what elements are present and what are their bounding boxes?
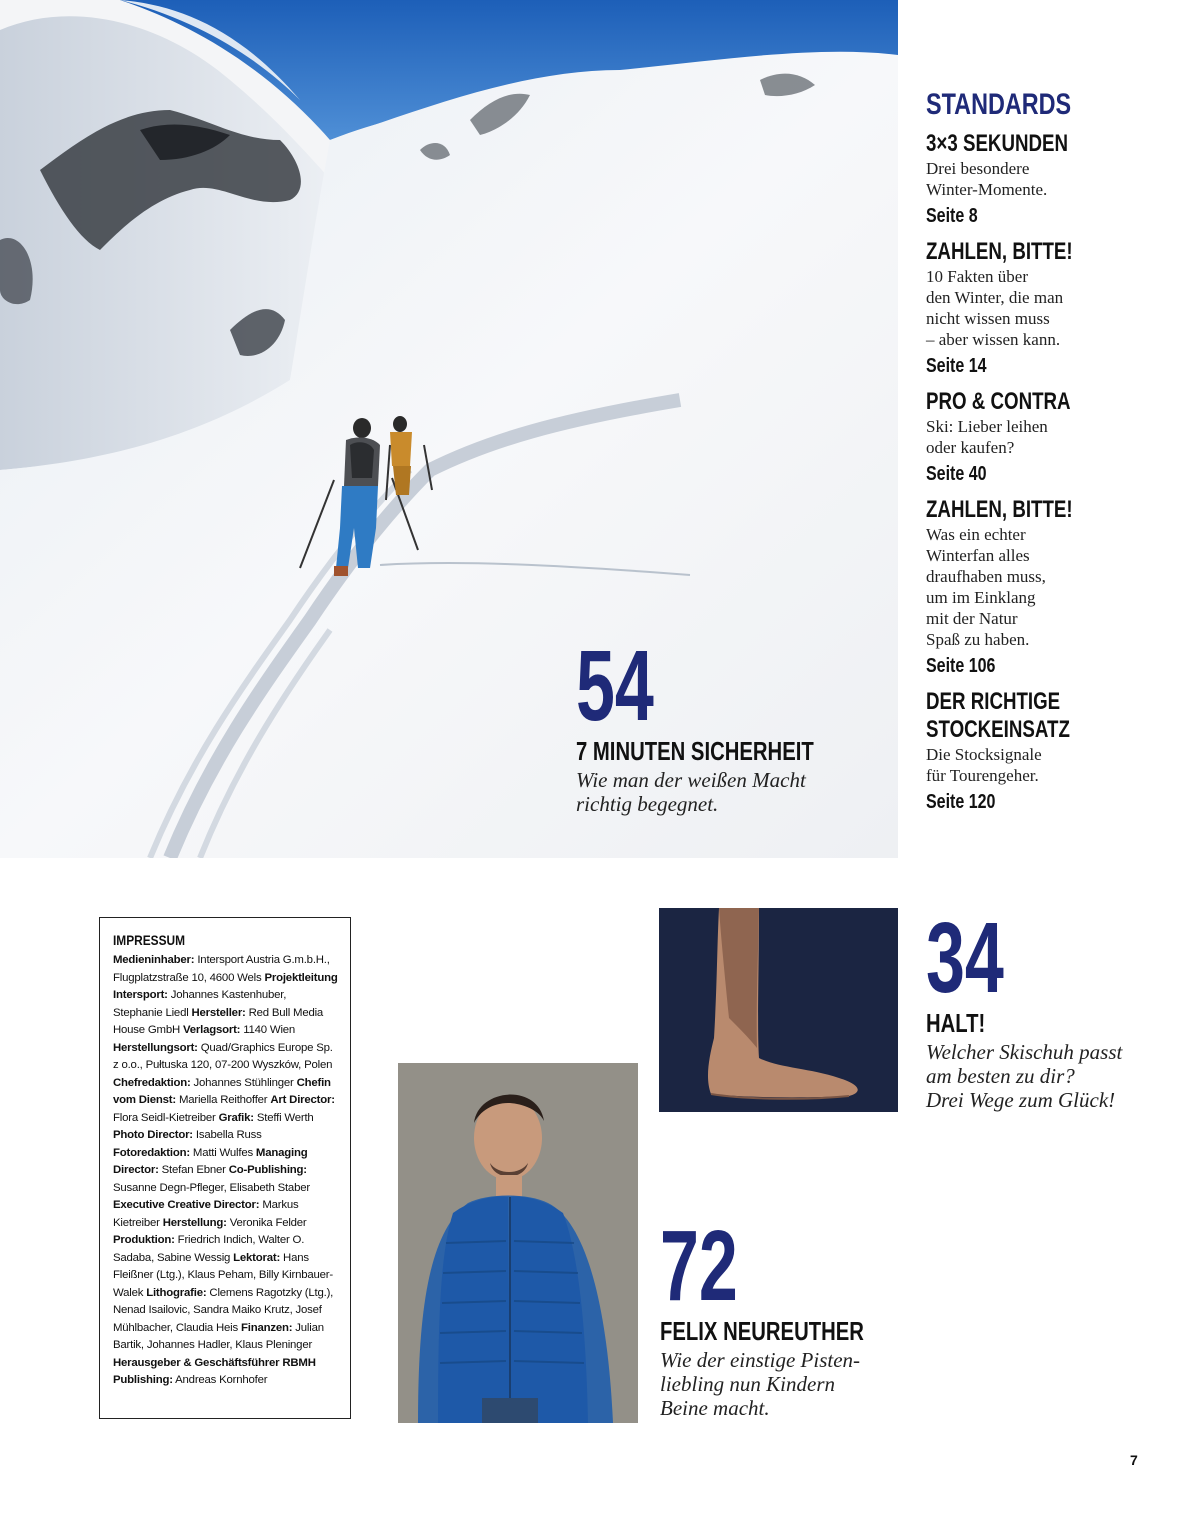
standards-item-desc: Ski: Lieber leihen oder kaufen? [926, 417, 1048, 457]
feature-title: 7 MINUTEN SICHERHEIT [576, 736, 814, 766]
impressum-label: Co-Publishing: [228, 1164, 307, 1176]
feature-title: HALT! [926, 1008, 986, 1038]
feature-subtitle: Wie man der weißen Macht richtig begegnet. [576, 768, 806, 816]
impressum-text: Johannes Stühlinger [190, 1076, 297, 1089]
standards-item-page[interactable]: Seite 14 [926, 355, 987, 377]
impressum-text: Susanne Degn-Pfleger, Elisabeth Staber [113, 1181, 310, 1194]
feature-subtitle: Welcher Skischuh passt am besten zu dir? Drei Wege zum Glück! [926, 1040, 1123, 1112]
felix-neureuther-photo [398, 1063, 638, 1423]
impressum-label: Hersteller: [191, 1006, 246, 1019]
standards-item [926, 388, 1186, 486]
impressum-text: Mariella Reithoffer [176, 1094, 271, 1106]
impressum-text: 1140 Wien [240, 1024, 296, 1036]
feature-54[interactable] [576, 630, 876, 816]
impressum-label: Herstellung: [162, 1216, 227, 1229]
standards-item-page[interactable]: Seite 8 [926, 205, 978, 227]
standards-item-desc: Drei besondere Winter-Momente. [926, 159, 1048, 199]
standards-item-desc: Die Stocksignale für Tourengeher. [926, 745, 1042, 785]
impressum-text: Stefan Ebner [158, 1164, 229, 1176]
impressum-label: Herstellungsort: [113, 1041, 198, 1054]
page-number: 7 [1130, 1452, 1138, 1468]
standards-section [926, 88, 1186, 824]
standards-item [926, 496, 1186, 678]
standards-item-title: 3×3 SEKUNDEN [926, 130, 1069, 157]
impressum-label: Art Director: [270, 1094, 335, 1106]
standards-item-page[interactable]: Seite 120 [926, 791, 996, 813]
impressum-text: Quad/Graphics Europe Sp. z o.o., Pułtuska 120, 07-200 Wyszków, Polen [113, 1041, 333, 1071]
impressum-label: Lithografie: [146, 1286, 207, 1299]
impressum-text: Julian Bartik, Johannes Hadler, Klaus Pleninger [113, 1321, 324, 1351]
impressum-label: Finanzen: [240, 1321, 293, 1334]
impressum-label: Managing Director: [113, 1146, 308, 1176]
impressum-text: Andreas Kornhofer [172, 1374, 268, 1386]
impressum-heading: IMPRESSUM [113, 932, 186, 948]
standards-item-title: PRO & CONTRA [926, 388, 1071, 415]
feature-page-number: 72 [660, 1210, 738, 1322]
standards-item [926, 688, 1186, 814]
standards-heading: STANDARDS [926, 88, 1072, 121]
impressum-label: Verlagsort: [182, 1024, 241, 1036]
impressum-text: Hans Fleißner (Ltg.), Klaus Peham, Billy Kirnbauer-Walek [113, 1251, 333, 1299]
standards-item-title: STOCKEINSATZ [926, 716, 1070, 743]
standards-item-page[interactable]: Seite 40 [926, 463, 987, 485]
standards-item-title: ZAHLEN, BITTE! [926, 238, 1073, 265]
standards-item-desc: Was ein echter Winterfan alles draufhaben muss, um im Einklang mit der Natur Spaß zu haben. [926, 525, 1046, 649]
impressum-label: Chefin vom Dienst: [113, 1076, 331, 1106]
impressum-label: Grafik: [218, 1111, 254, 1124]
feature-page-number: 34 [926, 902, 1004, 1014]
impressum-label: Executive Creative Director: [113, 1199, 260, 1211]
impressum-label: Photo Director: [113, 1129, 193, 1141]
impressum-text: Red Bull Media House GmbH [113, 1006, 324, 1036]
impressum-label: Medieninhaber: [113, 954, 195, 966]
standards-item-title: DER RICHTIGE [926, 688, 1061, 715]
standards-item-desc: 10 Fakten über den Winter, die man nicht wissen muss – aber wissen kann. [926, 267, 1064, 349]
feature-title: FELIX NEUREUTHER [660, 1316, 864, 1346]
impressum-body [113, 952, 338, 1390]
impressum-text: Isabella Russ [192, 1129, 262, 1141]
impressum-box [99, 917, 351, 1419]
impressum-text: Intersport Austria G.m.b.H., Flugplatzstraße 10, 4600 Wels [113, 954, 330, 984]
impressum-text: Flora Seidl-Kietreiber [113, 1111, 219, 1124]
standards-item-title: ZAHLEN, BITTE! [926, 496, 1073, 523]
impressum-label: Fotoredaktion: [113, 1146, 190, 1159]
feature-subtitle: Wie der einstige Pisten- liebling nun Kindern Beine macht. [660, 1348, 861, 1420]
standards-item [926, 130, 1186, 228]
impressum-label: Lektorat: [233, 1251, 281, 1264]
standards-item-page[interactable]: Seite 106 [926, 655, 996, 677]
impressum-text: Markus Kietreiber [113, 1199, 299, 1229]
impressum-label: Projektleitung Intersport: [113, 971, 338, 1001]
bare-foot-photo [659, 908, 898, 1112]
feature-72[interactable] [660, 1210, 940, 1420]
impressum-label: Produktion: [113, 1234, 175, 1246]
impressum-label: Herausgeber & Geschäftsführer RBMH Publishing: [113, 1356, 316, 1386]
impressum-text: Matti Wulfes [189, 1146, 256, 1159]
impressum-label: Chefredaktion: [113, 1076, 191, 1089]
feature-34[interactable] [926, 902, 1186, 1112]
feature-page-number: 54 [576, 630, 654, 742]
standards-item [926, 238, 1186, 378]
impressum-text: Steffi Werth [253, 1111, 314, 1124]
impressum-text: Clemens Ragotzky (Ltg.), Nenad Isailovic, Sandra Maiko Krutz, Josef Mühlbacher, Claudia Heis [113, 1286, 334, 1334]
impressum-text: Veronika Felder [226, 1216, 307, 1229]
impressum-text: Johannes Kastenhuber, Stephanie Liedl [113, 989, 287, 1019]
impressum-text: Friedrich Indich, Walter O. Sadaba, Sabine Wessig [113, 1234, 305, 1264]
